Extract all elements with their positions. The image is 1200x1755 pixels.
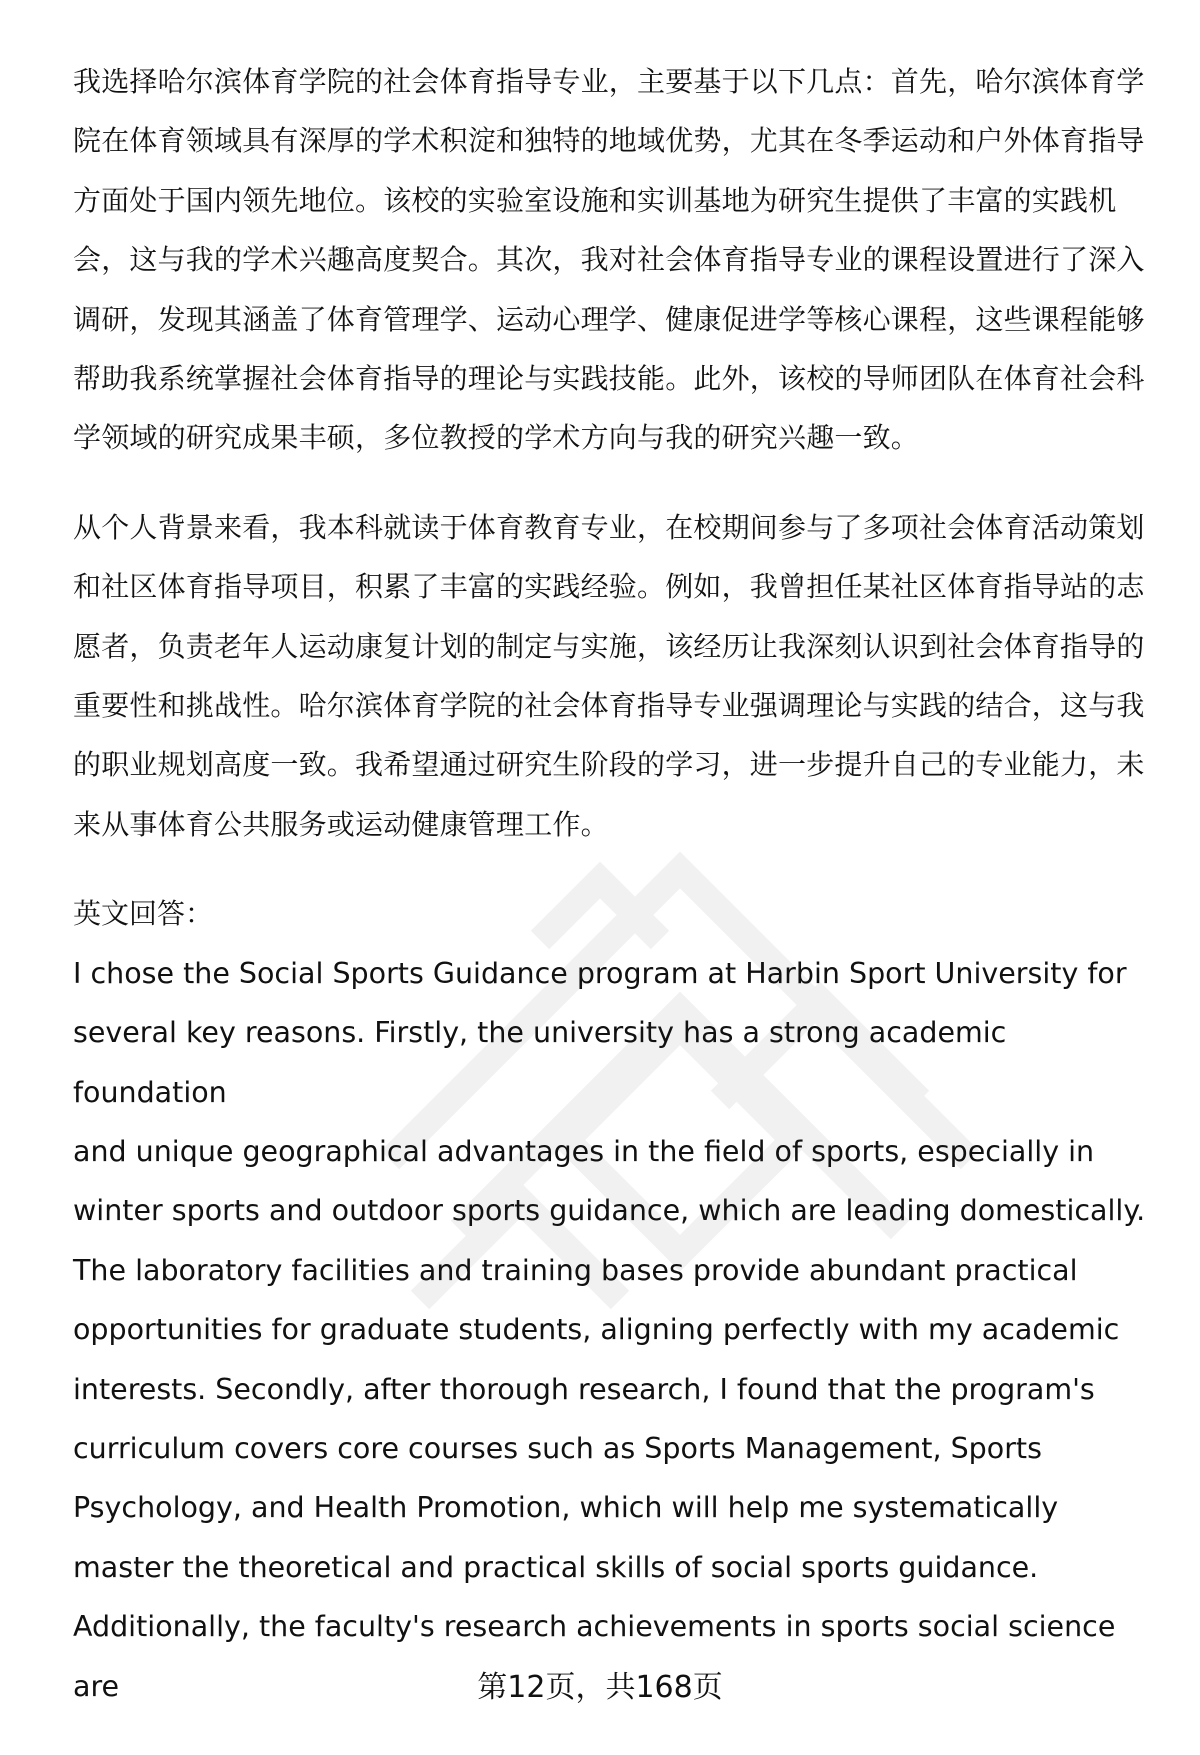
english-line: winter sports and outdoor sports guidance, which are leading domestically. — [73, 1194, 1146, 1228]
english-line: I chose the Social Sports Guidance program at Harbin Sport University for — [73, 956, 1127, 990]
english-line: The laboratory facilities and training bases provide abundant practical — [73, 1253, 1078, 1287]
english-line: master the theoretical and practical skills of social sports guidance. — [73, 1550, 1039, 1584]
page-number: 第12页，共168页 — [477, 1670, 723, 1705]
english-line: opportunities for graduate students, aligning perfectly with my academic — [73, 1313, 1120, 1347]
english-line: Additionally, the faculty's research achievements in sports social science are — [73, 1610, 1116, 1703]
document-page — [73, 52, 1153, 1716]
cn-paragraph-2: 从个人背景来看，我本科就读于体育教育专业，在校期间参与了多项社会体育活动策划和社区体育指导项目，积累了丰富的实践经验。例如，我曾担任某社区体育指导站的志愿者，负责老年人运动康复计划的制定与实施，该经历让我深刻认识到社会体育指导的重要性和挑战性。哈尔滨体育学院的社会体育指导专业强调理论与实践的结合，这与我的职业规划高度一致。我希望通过研究生阶段的学习，进一步提升自己的专业能力，未来从事体育公共服务或运动健康管理工作。 — [73, 510, 1145, 841]
english-line: interests. Secondly, after thorough research, I found that the program's — [73, 1372, 1095, 1406]
english-answer-label: 英文回答： — [73, 897, 214, 931]
english-line: Psychology, and Health Promotion, which will help me systematically — [73, 1491, 1059, 1525]
cn-paragraph-1: 我选择哈尔滨体育学院的社会体育指导专业，主要基于以下几点：首先，哈尔滨体育学院在体育领域具有深厚的学术积淀和独特的地域优势，尤其在冬季运动和户外体育指导方面处于国内领先地位。该校的实验室设施和实训基地为研究生提供了丰富的实践机会，这与我的学术兴趣高度契合。其次，我对社会体育指导专业的课程设置进行了深入调研，发现其涵盖了体育管理学、运动心理学、健康促进学等核心课程，这些课程能够帮助我系统掌握社会体育指导的理论与实践技能。此外，该校的导师团队在体育社会科学领域的研究成果丰硕，多位教授的学术方向与我的研究兴趣一致。 — [73, 65, 1145, 455]
english-answer — [73, 944, 1153, 1716]
english-line: curriculum covers core courses such as Sports Management, Sports — [73, 1431, 1042, 1465]
english-line: several key reasons. Firstly, the university has a strong academic foundation — [73, 1016, 1007, 1109]
english-line: and unique geographical advantages in the field of sports, especially in — [73, 1134, 1095, 1168]
